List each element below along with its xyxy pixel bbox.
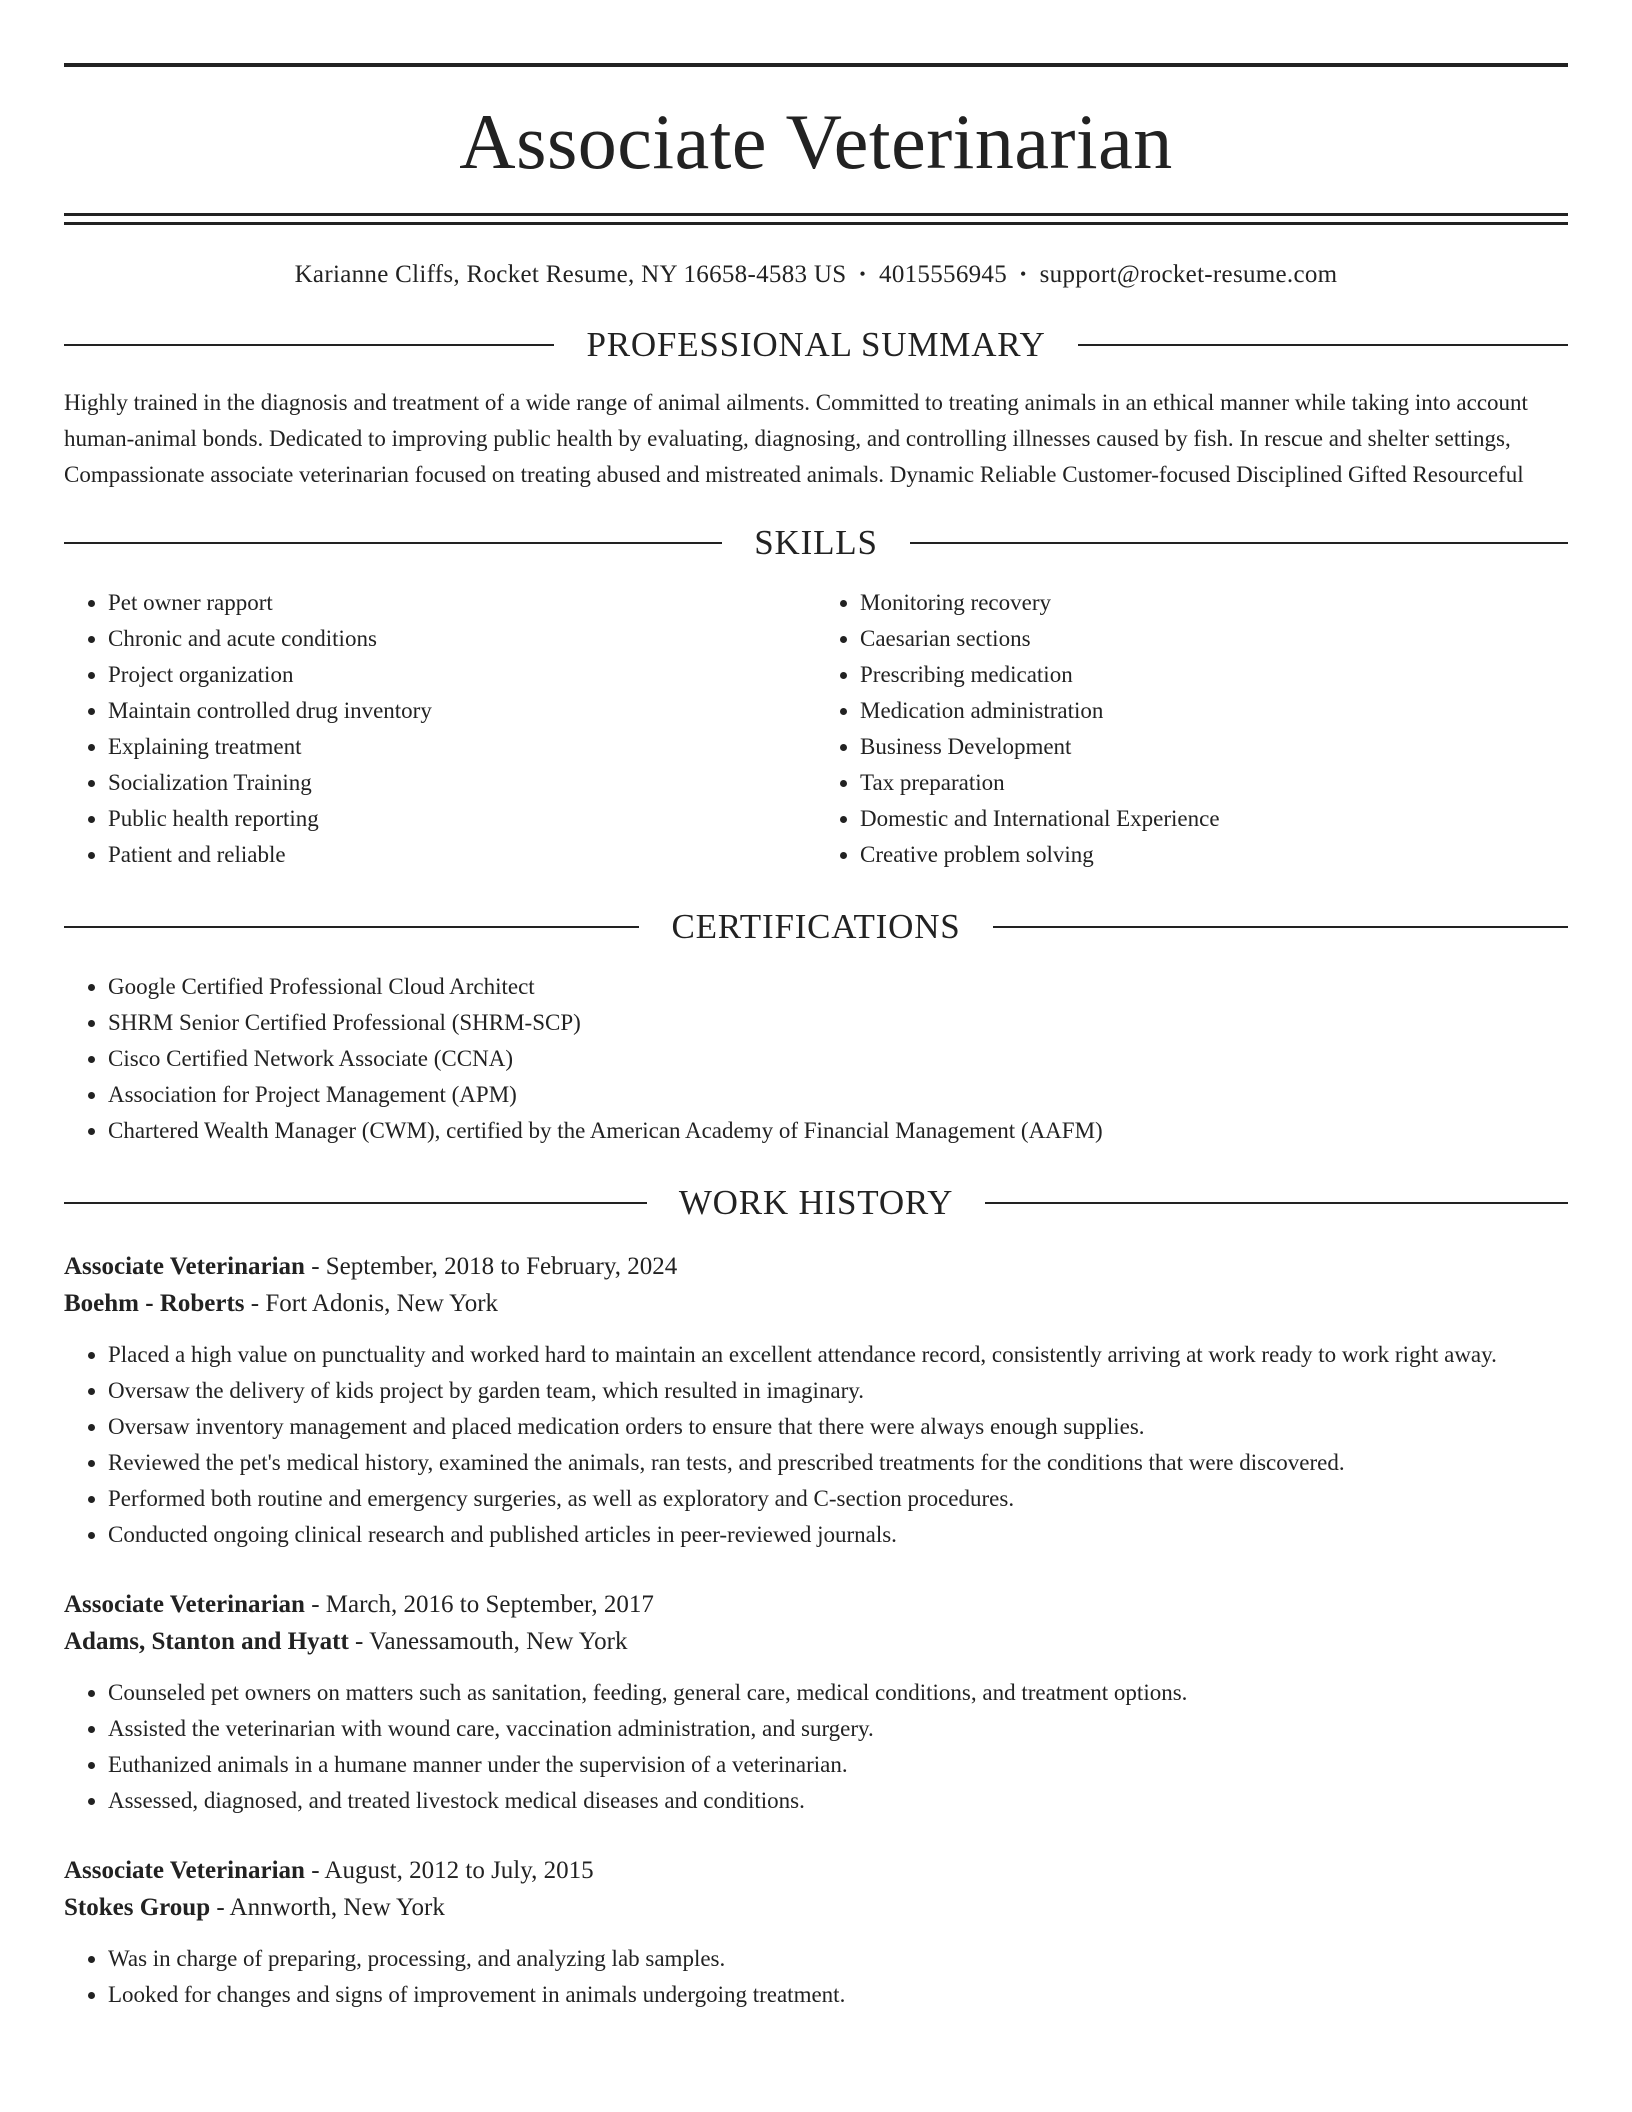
job-bullet: • Euthanized animals in a humane manner under the supervision of a veterinarian. <box>108 1747 1568 1783</box>
certifications-heading-text: CERTIFICATIONS <box>671 907 961 946</box>
skill-item: • Business Development <box>860 729 1568 765</box>
top-rule <box>64 63 1568 67</box>
job-bullet: • Looked for changes and signs of improvement in animals undergoing treatment. <box>108 1977 1568 2013</box>
job-company: Stokes Group <box>64 1894 211 1921</box>
heading-rule <box>985 1202 1568 1204</box>
work-heading <box>64 1183 1568 1223</box>
job-bullet: • Conducted ongoing clinical research and published articles in peer-reviewed journals. <box>108 1517 1568 1553</box>
title-double-rule <box>64 213 1568 225</box>
job-company-line <box>64 1285 1568 1323</box>
job-bullet: • Performed both routine and emergency surgeries, as well as exploratory and C-section procedures. <box>108 1481 1568 1517</box>
skills-list-left <box>64 585 816 873</box>
skill-item: • Maintain controlled drug inventory <box>108 693 816 729</box>
job-bullet: • Reviewed the pet's medical history, examined the animals, ran tests, and prescribed treatments for the conditions that were discovered. <box>108 1445 1568 1481</box>
job-location: - Fort Adonis, New York <box>244 1290 499 1317</box>
certifications-heading <box>64 907 1568 947</box>
contact-separator: • <box>1020 264 1027 284</box>
summary-text: Highly trained in the diagnosis and treatment of a wide range of animal ailments. Committed to treating animals in an ethical manner while taking into account human-animal bonds. Dedicated to improving public health by evaluating, diagnosing, and controlling illnesses caused by fish. In rescue and shelter settings, Compassionate associate veterinarian focused on treating abused and mistreated animals. Dynamic Reliable Customer-focused Disciplined Gifted Resourceful <box>64 390 1528 487</box>
heading-rule <box>64 344 554 346</box>
job-title-line <box>64 1249 1568 1285</box>
resume-title: Associate Veterinarian <box>459 98 1173 185</box>
job-bullets <box>64 1337 1568 1553</box>
job-title-line <box>64 1853 1568 1889</box>
certification-item: • Association for Project Management (APM) <box>108 1077 1568 1113</box>
heading-rule <box>64 1202 647 1204</box>
job-bullets <box>64 1675 1568 1819</box>
skill-item: • Project organization <box>108 657 816 693</box>
job-bullets <box>64 1941 1568 2013</box>
skill-item: • Domestic and International Experience <box>860 801 1568 837</box>
skill-item: • Public health reporting <box>108 801 816 837</box>
job-bullet: • Oversaw inventory management and placed medication orders to ensure that there were always enough supplies. <box>108 1409 1568 1445</box>
skill-item: • Patient and reliable <box>108 837 816 873</box>
certification-item: • Google Certified Professional Cloud Architect <box>108 969 1568 1005</box>
job-bullet: • Counseled pet owners on matters such as sanitation, feeding, general care, medical conditions, and treatment options. <box>108 1675 1568 1711</box>
skill-item: • Monitoring recovery <box>860 585 1568 621</box>
job-location: - Vanessamouth, New York <box>348 1628 628 1655</box>
job-dates: - September, 2018 to February, 2024 <box>304 1253 678 1280</box>
job-bullet: • Was in charge of preparing, processing, and analyzing lab samples. <box>108 1941 1568 1977</box>
contact-line <box>64 261 1568 289</box>
job-entry <box>64 1853 1568 2013</box>
job-bullet: • Assessed, diagnosed, and treated livestock medical diseases and conditions. <box>108 1783 1568 1819</box>
skills-heading-text: SKILLS <box>754 523 878 562</box>
skill-item: • Prescribing medication <box>860 657 1568 693</box>
job-company: Boehm - Roberts <box>64 1290 245 1317</box>
skill-item: • Explaining treatment <box>108 729 816 765</box>
work-heading-text: WORK HISTORY <box>678 1183 954 1222</box>
job-location: - Annworth, New York <box>210 1894 445 1921</box>
job-entry <box>64 1249 1568 1553</box>
heading-rule <box>64 926 639 928</box>
summary-heading <box>64 325 1568 365</box>
certification-item: • Chartered Wealth Manager (CWM), certified by the American Academy of Financial Management (AAFM) <box>108 1113 1568 1149</box>
heading-rule <box>1078 344 1568 346</box>
job-title: Associate Veterinarian <box>64 1253 305 1280</box>
heading-rule <box>910 542 1568 544</box>
contact-separator: • <box>859 264 867 284</box>
contact-email: support@rocket-resume.com <box>1039 261 1338 288</box>
skill-item: • Socialization Training <box>108 765 816 801</box>
job-company-line <box>64 1889 1568 1927</box>
job-title-line <box>64 1587 1568 1623</box>
job-dates: - March, 2016 to September, 2017 <box>304 1591 654 1618</box>
heading-rule <box>64 542 722 544</box>
certification-item: • Cisco Certified Network Associate (CCNA) <box>108 1041 1568 1077</box>
job-entry <box>64 1587 1568 1819</box>
job-company: Adams, Stanton and Hyatt <box>64 1628 349 1655</box>
summary-heading-text: PROFESSIONAL SUMMARY <box>586 325 1046 364</box>
skill-item: • Medication administration <box>860 693 1568 729</box>
job-bullet: • Placed a high value on punctuality and worked hard to maintain an excellent attendance record, consistently arriving at work ready to work right away. <box>108 1337 1568 1373</box>
work-history <box>64 1249 1568 2013</box>
certifications-list <box>64 969 1568 1149</box>
job-title: Associate Veterinarian <box>64 1857 305 1884</box>
skill-item: • Creative problem solving <box>860 837 1568 873</box>
heading-rule <box>993 926 1568 928</box>
skill-item: • Caesarian sections <box>860 621 1568 657</box>
job-dates: - August, 2012 to July, 2015 <box>304 1857 594 1884</box>
skills-list-right <box>816 585 1568 873</box>
job-title: Associate Veterinarian <box>64 1591 305 1618</box>
skill-item: • Chronic and acute conditions <box>108 621 816 657</box>
skills-columns <box>64 585 1568 873</box>
job-bullet: • Oversaw the delivery of kids project by garden team, which resulted in imaginary. <box>108 1373 1568 1409</box>
job-company-line <box>64 1623 1568 1661</box>
contact-address: Karianne Cliffs, Rocket Resume, NY 16658-4583 US <box>294 261 847 288</box>
skill-item: • Tax preparation <box>860 765 1568 801</box>
contact-phone: 4015556945 <box>879 261 1008 288</box>
certification-item: • SHRM Senior Certified Professional (SHRM-SCP) <box>108 1005 1568 1041</box>
skill-item: • Pet owner rapport <box>108 585 816 621</box>
skills-heading <box>64 523 1568 563</box>
job-bullet: • Assisted the veterinarian with wound care, vaccination administration, and surgery. <box>108 1711 1568 1747</box>
